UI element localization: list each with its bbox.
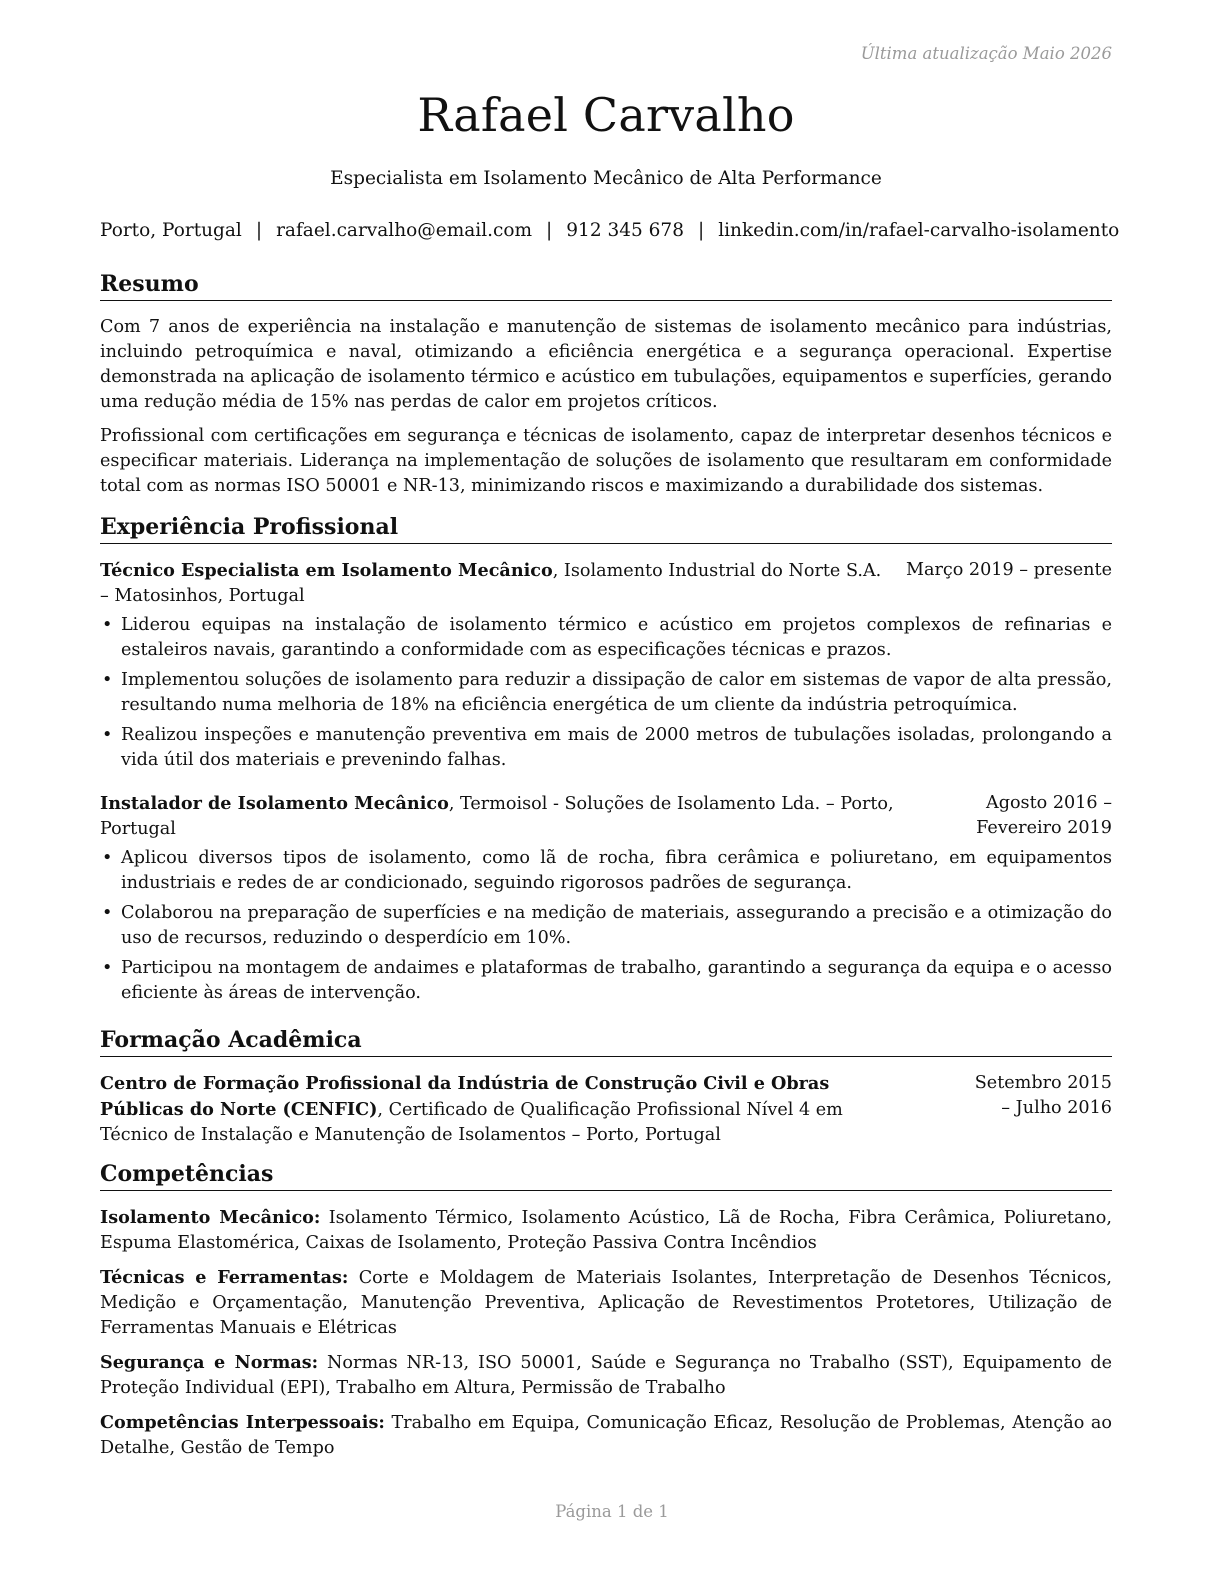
list-item — [100, 723, 1112, 773]
candidate-subtitle: Especialista em Isolamento Mecânico de Alta Performance — [330, 168, 882, 189]
skill-group — [100, 1350, 1112, 1401]
skill-group — [100, 1205, 1112, 1256]
experience-section — [100, 511, 1112, 1011]
job-bullets — [100, 613, 1112, 773]
skills-section — [100, 1158, 1112, 1470]
list-item — [100, 956, 1112, 1006]
summary-paragraph: Profissional com certificações em segurança e técnicas de isolamento, capaz de interpretar desenhos técnicos e especificar materiais. Liderança na implementação de soluções de isolamento que resultaram em conformidade total com as normas ISO 50001 e NR-13, minimizando riscos e maximizando a durabilidade dos sistemas. — [100, 426, 1112, 496]
job-header — [100, 558, 1112, 609]
skill-group — [100, 1410, 1112, 1461]
bullet-text: Implementou soluções de isolamento para reduzir a dissipação de calor em sistemas de vapor de alta pressão, resultando numa melhoria de 18% na eficiência energética de um cliente da indústria petroquímica. — [121, 670, 1112, 715]
contact-email[interactable]: rafael.carvalho@email.com — [276, 220, 533, 241]
list-item — [100, 668, 1112, 718]
contact-linkedin[interactable]: linkedin.com/in/rafael-carvalho-isolamento — [718, 220, 1120, 241]
contact-separator: | — [255, 220, 263, 241]
education-section — [100, 1024, 1112, 1148]
bullet-icon: • — [102, 670, 113, 690]
page-number: Página 1 de 1 — [555, 1502, 669, 1521]
contact-phone: 912 345 678 — [566, 220, 684, 241]
candidate-name: Rafael Carvalho — [417, 88, 795, 142]
bullet-icon: • — [102, 848, 113, 868]
contact-separator: | — [546, 220, 553, 241]
section-heading-skills: Competências — [100, 1158, 1112, 1191]
education-details: , Certificado de Qualificação Profissional Nível 4 em Técnico de Instalação e Manutenção de Isolamentos – Porto, Portugal — [100, 1100, 843, 1145]
education-dates: Setembro 2015 – Julho 2016 — [974, 1073, 1112, 1118]
bullet-icon: • — [102, 903, 113, 923]
list-item — [100, 901, 1112, 951]
job-title: Instalador de Isolamento Mecânico — [100, 793, 449, 814]
skill-value: Isolamento Térmico, Isolamento Acústico, Lã de Rocha, Fibra Cerâmica, Poliuretano, Espuma Elastomérica, Caixas de Isolamento, Proteção Passiva Contra Incêndios — [100, 1208, 1112, 1253]
summary-paragraph: Com 7 anos de experiência na instalação e manutenção de sistemas de isolamento mecânico para indústrias, incluindo petroquímica e naval, otimizando a eficiência energética e a segurança operacional. Expertise demonstrada na aplicação de isolamento térmico e acústico em tubulações, equipamentos e superfícies, gerando uma redução média de 15% nas perdas de calor em projetos críticos. — [100, 317, 1112, 412]
summary-section — [100, 268, 1112, 499]
job-bullets — [100, 846, 1112, 1006]
job-entry — [100, 558, 1112, 773]
contact-line — [100, 220, 1120, 241]
section-heading-education: Formação Acadêmica — [100, 1024, 1112, 1057]
bullet-text: Participou na montagem de andaimes e plataformas de trabalho, garantindo a segurança da equipa e o acesso eficiente às áreas de intervenção. — [121, 958, 1112, 1003]
education-institution: Centro de Formação Profissional da Indústria de Construção Civil e Obras Públicas do Norte (CENFIC) — [100, 1073, 830, 1120]
job-company: , Isolamento Industrial do Norte S.A. – Matosinhos, Portugal — [100, 561, 882, 606]
section-heading-experience: Experiência Profissional — [100, 511, 1112, 544]
bullet-text: Colaborou na preparação de superfícies e na medição de materiais, assegurando a precisão e a otimização do uso de recursos, reduzindo o desperdício em 10%. — [121, 903, 1112, 948]
education-entry — [100, 1071, 1112, 1148]
skill-label: Isolamento Mecânico: — [100, 1207, 321, 1228]
section-heading-summary: Resumo — [100, 268, 1112, 301]
bullet-icon: • — [102, 615, 113, 635]
job-title: Técnico Especialista em Isolamento Mecânico — [100, 560, 553, 581]
bullet-icon: • — [102, 958, 113, 978]
bullet-text: Aplicou diversos tipos de isolamento, como lã de rocha, fibra cerâmica e poliuretano, em equipamentos industriais e redes de ar condicionado, seguindo rigorosos padrões de segurança. — [121, 848, 1112, 893]
skill-label: Segurança e Normas: — [100, 1352, 319, 1373]
skill-value: Trabalho em Equipa, Comunicação Eficaz, Resolução de Problemas, Atenção ao Detalhe, Gestão de Tempo — [100, 1413, 1112, 1458]
bullet-icon: • — [102, 725, 113, 745]
skill-value: Normas NR-13, ISO 50001, Saúde e Segurança no Trabalho (SST), Equipamento de Proteção Individual (EPI), Trabalho em Altura, Permissão de Trabalho — [100, 1353, 1112, 1398]
job-entry — [100, 791, 1112, 1006]
contact-location: Porto, Portugal — [100, 220, 242, 241]
skill-label: Competências Interpessoais: — [100, 1412, 385, 1433]
job-dates: Março 2019 – presente — [905, 560, 1112, 580]
last-updated: Última atualização Maio 2026 — [860, 44, 1112, 63]
job-dates: Agosto 2016 – Fevereiro 2019 — [976, 793, 1112, 838]
bullet-text: Liderou equipas na instalação de isolamento térmico e acústico em projetos complexos de refinarias e estaleiros navais, garantindo a conformidade com as especificações técnicas e prazos. — [121, 615, 1112, 660]
job-company: , Termoisol - Soluções de Isolamento Lda. – Porto, Portugal — [100, 794, 894, 839]
bullet-text: Realizou inspeções e manutenção preventiva em mais de 2000 metros de tubulações isoladas, prolongando a vida útil dos materiais e prevenindo falhas. — [121, 725, 1112, 770]
skill-label: Técnicas e Ferramentas: — [100, 1267, 349, 1288]
skill-value: Corte e Moldagem de Materiais Isolantes, Interpretação de Desenhos Técnicos, Medição e Orçamentação, Manutenção Preventiva, Aplicação de Revestimentos Protetores, Utilização de Ferramentas Manuais e Elétricas — [100, 1268, 1112, 1338]
skill-group — [100, 1265, 1112, 1341]
contact-separator: | — [697, 220, 705, 241]
list-item — [100, 846, 1112, 896]
list-item — [100, 613, 1112, 663]
job-header — [100, 791, 1112, 842]
